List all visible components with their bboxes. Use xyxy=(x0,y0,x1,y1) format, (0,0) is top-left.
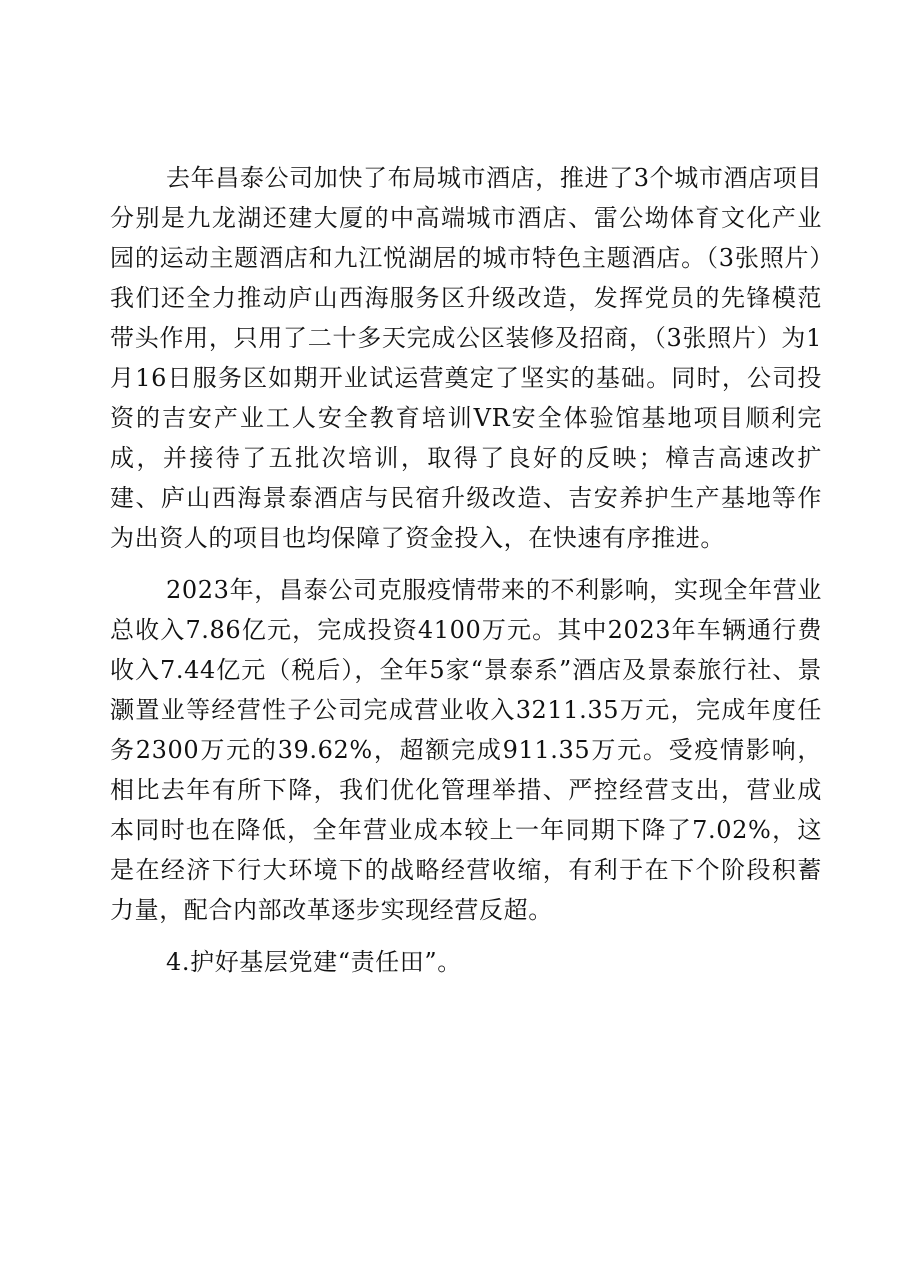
section-heading-party-building: 4.护好基层党建“责任田”。 xyxy=(166,948,462,976)
document-body xyxy=(110,158,822,982)
paragraph-annual-revenue: 2023年，昌泰公司克服疫情带来的不利影响，实现全年营业总收入7.86亿元，完成投资4100万元。其中2023年车辆通行费收入7.44亿元（税后），全年5家“景泰系”酒店及景泰旅行社、景灏置业等经营性子公司完成营业收入3211.35万元，完成年度任务2300万元的39.62%，超额完成911.35万元。受疫情影响，相比去年有所下降，我们优化管理举措、严控经营支出，营业成本同时也在降低，全年营业成本较上一年同期下降了7.02%，这是在经济下行大环境下的战略经营收缩，有利于在下个阶段积蓄力量，配合内部改革逐步实现经营反超。 xyxy=(110,576,822,924)
paragraph-hotel-projects: 去年昌泰公司加快了布局城市酒店，推进了3个城市酒店项目分别是九龙湖还建大厦的中高端城市酒店、雷公坳体育文化产业园的运动主题酒店和九江悦湖居的城市特色主题酒店。（3张照片）我们还全力推动庐山西海服务区升级改造，发挥党员的先锋模范带头作用，只用了二十多天完成公区装修及招商，（3张照片）为1月16日服务区如期开业试运营奠定了坚实的基础。同时，公司投资的吉安产业工人安全教育培训VR安全体验馆基地项目顺利完成，并接待了五批次培训，取得了良好的反映；樟吉高速改扩建、庐山西海景泰酒店与民宿升级改造、吉安养护生产基地等作为出资人的项目也均保障了资金投入，在快速有序推进。 xyxy=(110,164,822,552)
